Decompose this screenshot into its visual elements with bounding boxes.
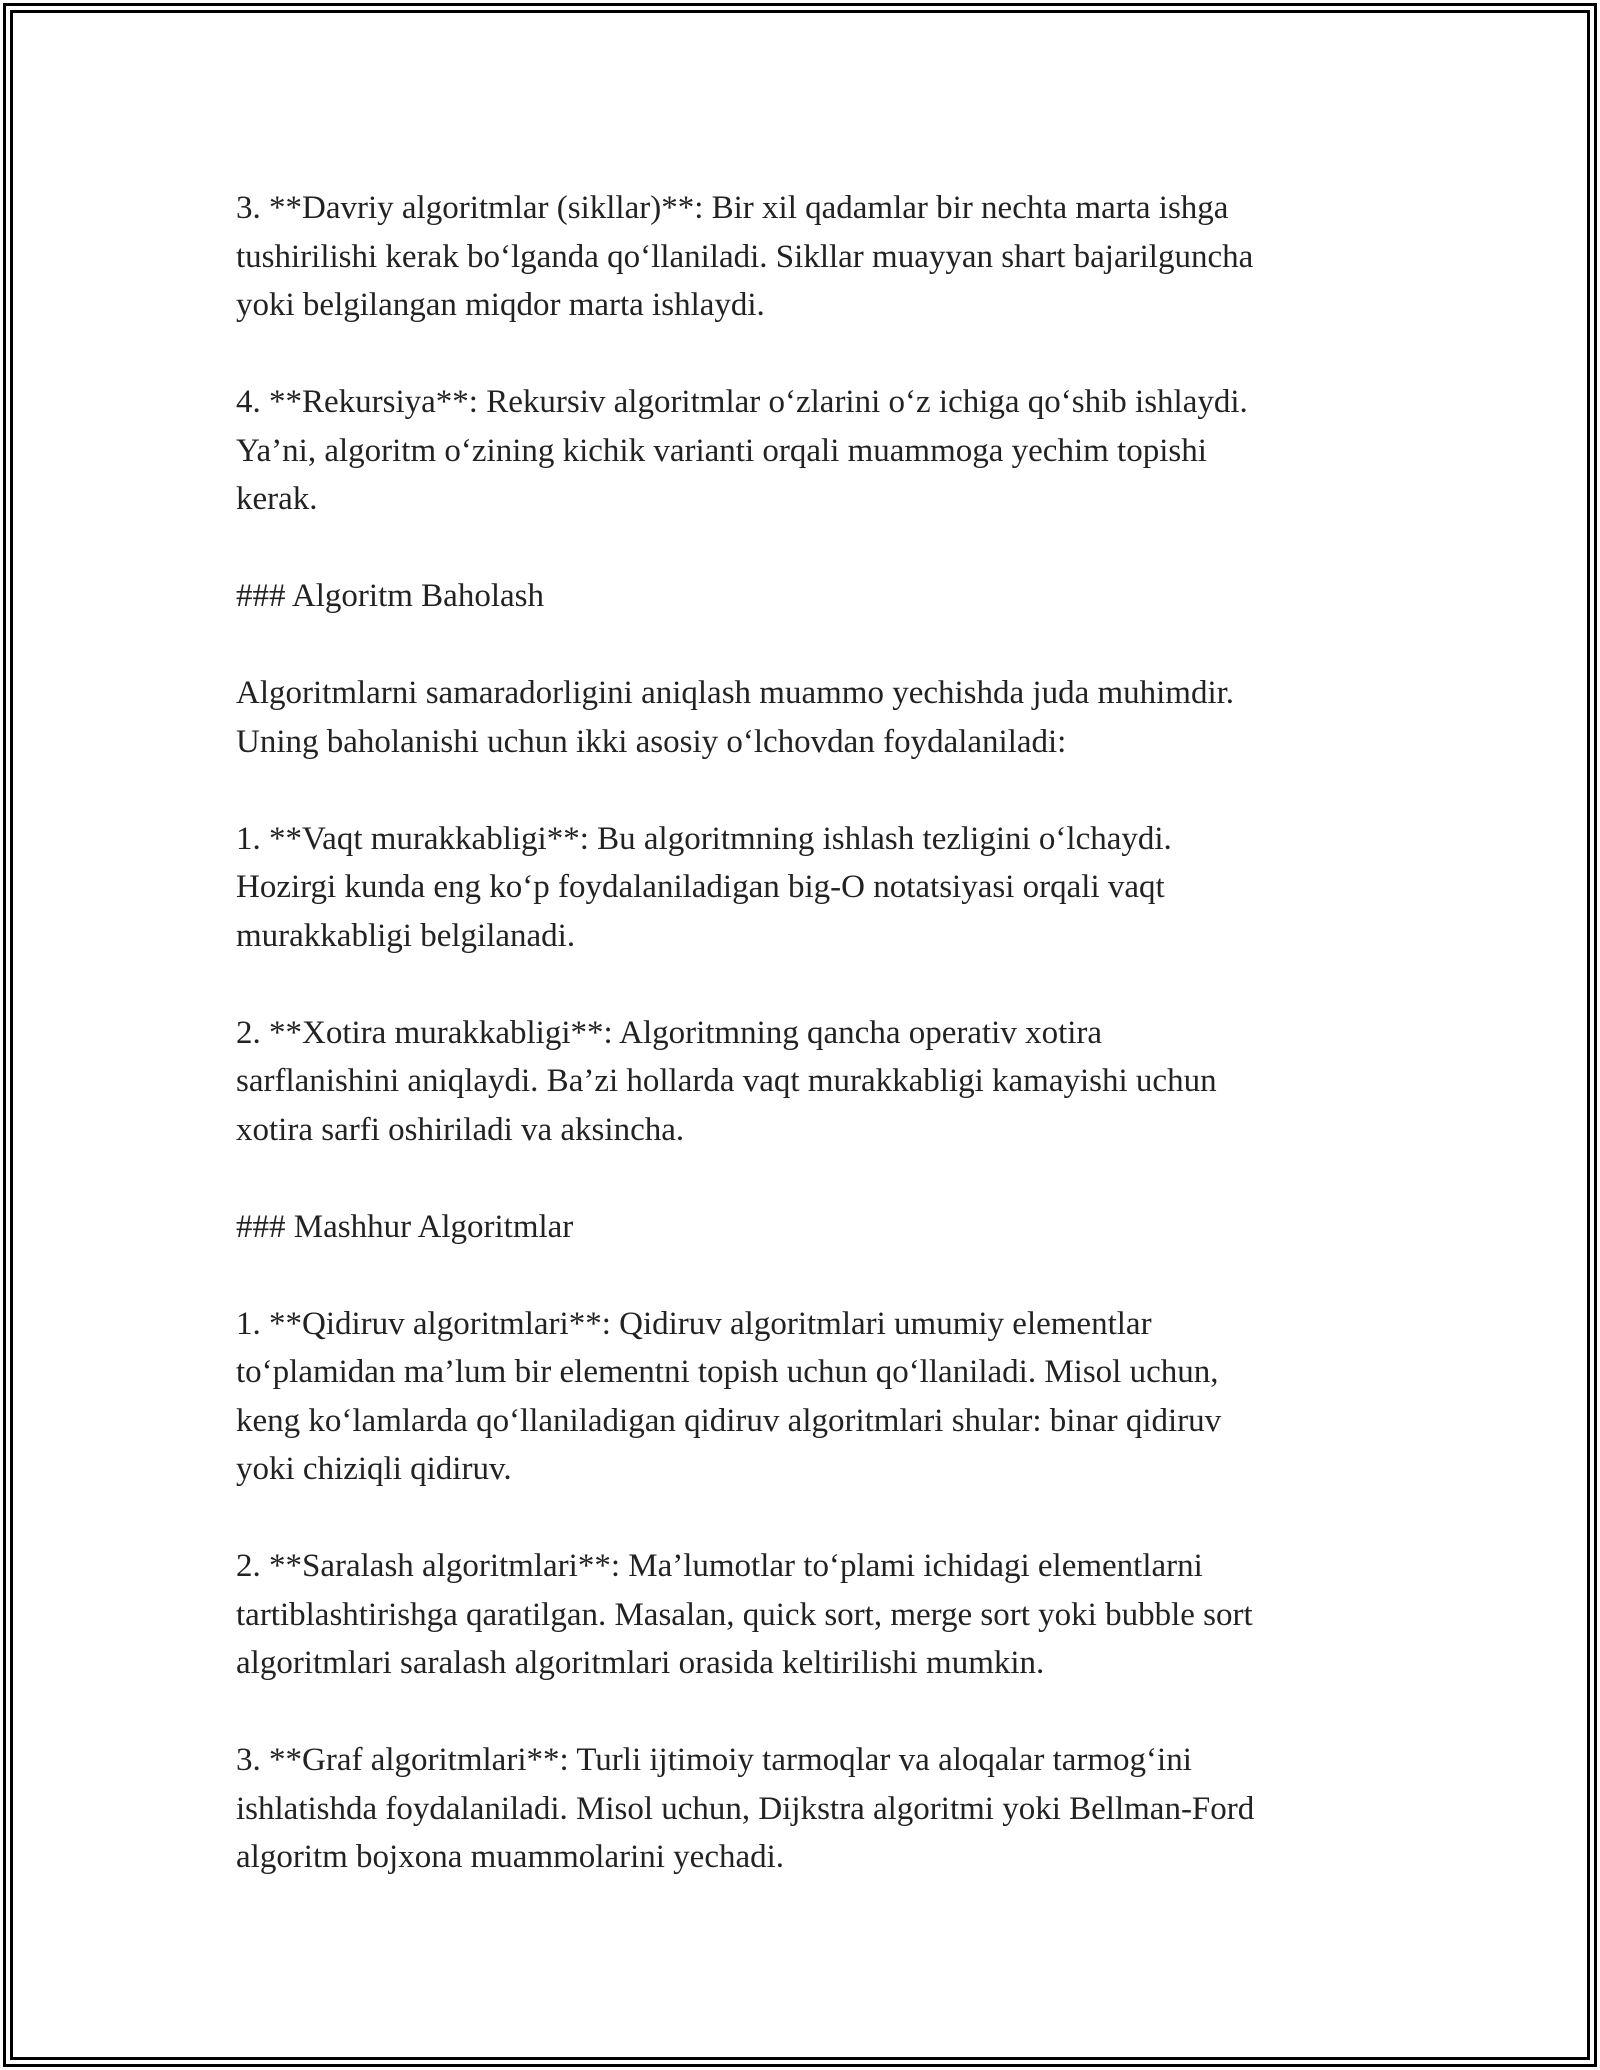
text-line: 3. **Davriy algoritmlar (sikllar)**: Bir xil qadamlar bir nechta marta ishga [236,190,1229,226]
item-graf-algoritmlari [236,1736,1376,1882]
item-qidiruv-algoritmlari [236,1300,1376,1494]
text-line: sarflanishini aniqlaydi. Ba’zi hollarda vaqt murakkabligi kamayishi uchun [236,1063,1217,1099]
paragraph-baholash-intro [236,669,1376,766]
text-line: ishlatishda foydalaniladi. Misol uchun, Dijkstra algoritmi yoki Bellman-Ford [236,1790,1255,1827]
text-line: algoritmlari saralash algoritmlari orasida keltirilishi mumkin. [236,1645,1045,1681]
item-davriy-algoritmlar [236,184,1376,330]
item-xotira-murakkabligi [236,1009,1376,1155]
text-line: Uning baholanishi uchun ikki asosiy o‘lchovdan foydalaniladi: [236,723,1067,760]
heading-mashhur-algoritmlar [236,1203,1376,1252]
item-rekursiya [236,378,1376,524]
text-line: to‘plamidan ma’lum bir elementni topish uchun qo‘llaniladi. Misol uchun, [236,1354,1219,1390]
text-line: yoki belgilangan miqdor marta ishlaydi. [236,287,765,323]
heading-algoritm-baholash [236,572,1376,621]
item-vaqt-murakkabligi [236,815,1376,961]
text-line: ### Mashhur Algoritmlar [236,1208,574,1245]
text-line: 1. **Qidiruv algoritmlari**: Qidiruv algoritmlari umumiy elementlar [236,1305,1152,1342]
text-line: tartiblashtirishga qaratilgan. Masalan, quick sort, merge sort yoki bubble sort [236,1596,1253,1633]
text-line: algoritm bojxona muammolarini yechadi. [236,1839,785,1875]
text-line: Algoritmlarni samaradorligini aniqlash muammo yechishda juda muhimdir. [236,675,1235,711]
text-line: Ya’ni, algoritm o‘zining kichik varianti orqali muammoga yechim topishi [236,432,1207,469]
text-line: 2. **Saralash algoritmlari**: Ma’lumotlar to‘plami ichidagi elementlarni [236,1548,1203,1584]
document-body [236,184,1376,1882]
text-line: 1. **Vaqt murakkabligi**: Bu algoritmning ishlash tezligini o‘lchaydi. [236,820,1172,857]
text-line: 2. **Xotira murakkabligi**: Algoritmning qancha operativ xotira [236,1014,1103,1051]
text-line: yoki chiziqli qidiruv. [236,1451,512,1487]
text-line: xotira sarfi oshiriladi va aksincha. [236,1111,685,1148]
text-line: 3. **Graf algoritmlari**: Turli ijtimoiy tarmoqlar va aloqalar tarmog‘ini [236,1742,1192,1778]
text-line: 4. **Rekursiya**: Rekursiv algoritmlar o‘zlarini o‘z ichiga qo‘shib ishlaydi. [236,384,1248,420]
text-line: Hozirgi kunda eng ko‘p foydalaniladigan big-O notatsiyasi orqali vaqt [236,869,1165,905]
text-line: tushirilishi kerak bo‘lganda qo‘llaniladi. Sikllar muayyan shart bajarilguncha [236,238,1254,275]
text-line: ### Algoritm Baholash [236,578,544,614]
text-line: keng ko‘lamlarda qo‘llaniladigan qidiruv algoritmlari shular: binar qidiruv [236,1402,1222,1439]
item-saralash-algoritmlari [236,1542,1376,1688]
text-line: kerak. [236,481,318,517]
text-line: murakkabligi belgilanadi. [236,917,576,954]
